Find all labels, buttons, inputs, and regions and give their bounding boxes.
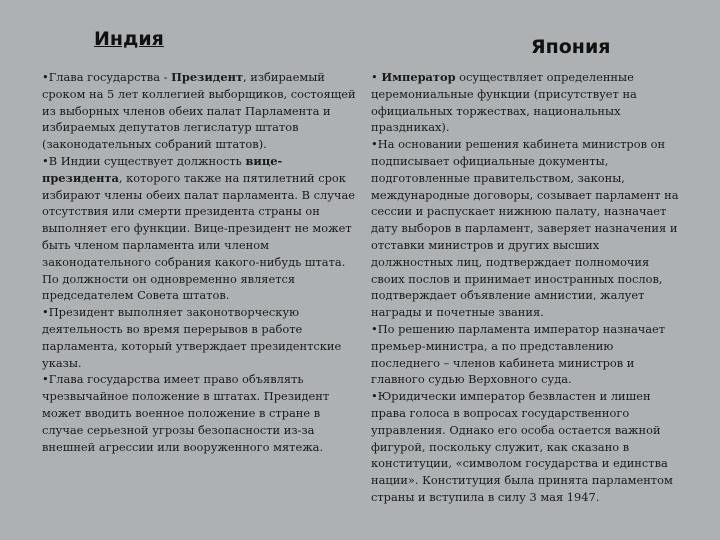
japan-column (371, 69, 683, 506)
japan-paragraph (371, 69, 683, 136)
india-paragraph (42, 371, 360, 455)
paragraph-text: •Юридически император безвластен и лишен права голоса в вопросах государственного управления. Однако его особа остается важной фигурой, поскольку служит, как сказано в конституции, «символом государства и единства нации». Конституция была принята парламентом страны и вступила в силу 3 мая 1947. (371, 389, 673, 504)
paragraph-bold-term: Император (381, 70, 456, 84)
india-paragraph (42, 153, 360, 304)
paragraph-bold-term: Президент (171, 70, 244, 84)
japan-paragraph (371, 388, 683, 506)
japan-paragraph (371, 321, 683, 388)
japan-paragraph (371, 136, 683, 321)
japan-title: Япония (531, 36, 611, 58)
paragraph-text: осуществляет определенные церемониальные функции (присутствует на официальных торжествах, национальных праздниках). (371, 70, 637, 135)
paragraph-text: •Глава государства - (42, 70, 172, 84)
paragraph-text: , которого также на пятилетний срок избирают члены обеих палат парламента. В случае отсутствия или смерти президента страны он выполняет его функции. Вице-президент не может быть членом парламента или членом законодательного собрания какого-нибудь штата. По должности он одновременно является председателем Совета штатов. (42, 170, 355, 303)
india-title: Индия (94, 28, 164, 50)
paragraph-text: • (371, 70, 382, 84)
india-column (42, 69, 360, 455)
paragraph-bold-term: вице-президента (42, 153, 283, 185)
paragraph-text: •Президент выполняет законотворческую деятельность во время перерывов в работе парламента, который утверждает президентские указы. (42, 305, 342, 370)
paragraph-text: •По решению парламента император назначает премьер-министра, а по представлению последнего – членов кабинета министров и главного судью Верховного суда. (371, 321, 666, 387)
paragraph-text: •В Индии существует должность (42, 153, 246, 168)
paragraph-text: •На основании решения кабинета министров он подписывает официальные документы, подготовленные правительством, законы, международные договоры, созывает парламент на сессии и распускает нижнюю палату, назначает дату выборов в парламент, заверяет назначения и отставки министров и других высших должностных лиц, подтверждает полномочия своих послов и принимает иностранных послов, подтверждает объявление амнистии, жалует награды и почетные звания. (371, 137, 679, 320)
india-paragraph (42, 304, 360, 371)
paragraph-text: •Глава государства имеет право объявлять чрезвычайное положение в штатах. Президент может вводить военное положение в стране в случае серьезной угрозы безопасности из-за внешней агрессии или вооруженного мятежа. (42, 372, 330, 454)
paragraph-text: , избираемый сроком на 5 лет коллегией выборщиков, состоящей из выборных членов обеих палат Парламента и избираемых депутатов легислатур штатов (законодательных собраний штатов). (42, 70, 356, 152)
india-paragraph (42, 69, 360, 153)
